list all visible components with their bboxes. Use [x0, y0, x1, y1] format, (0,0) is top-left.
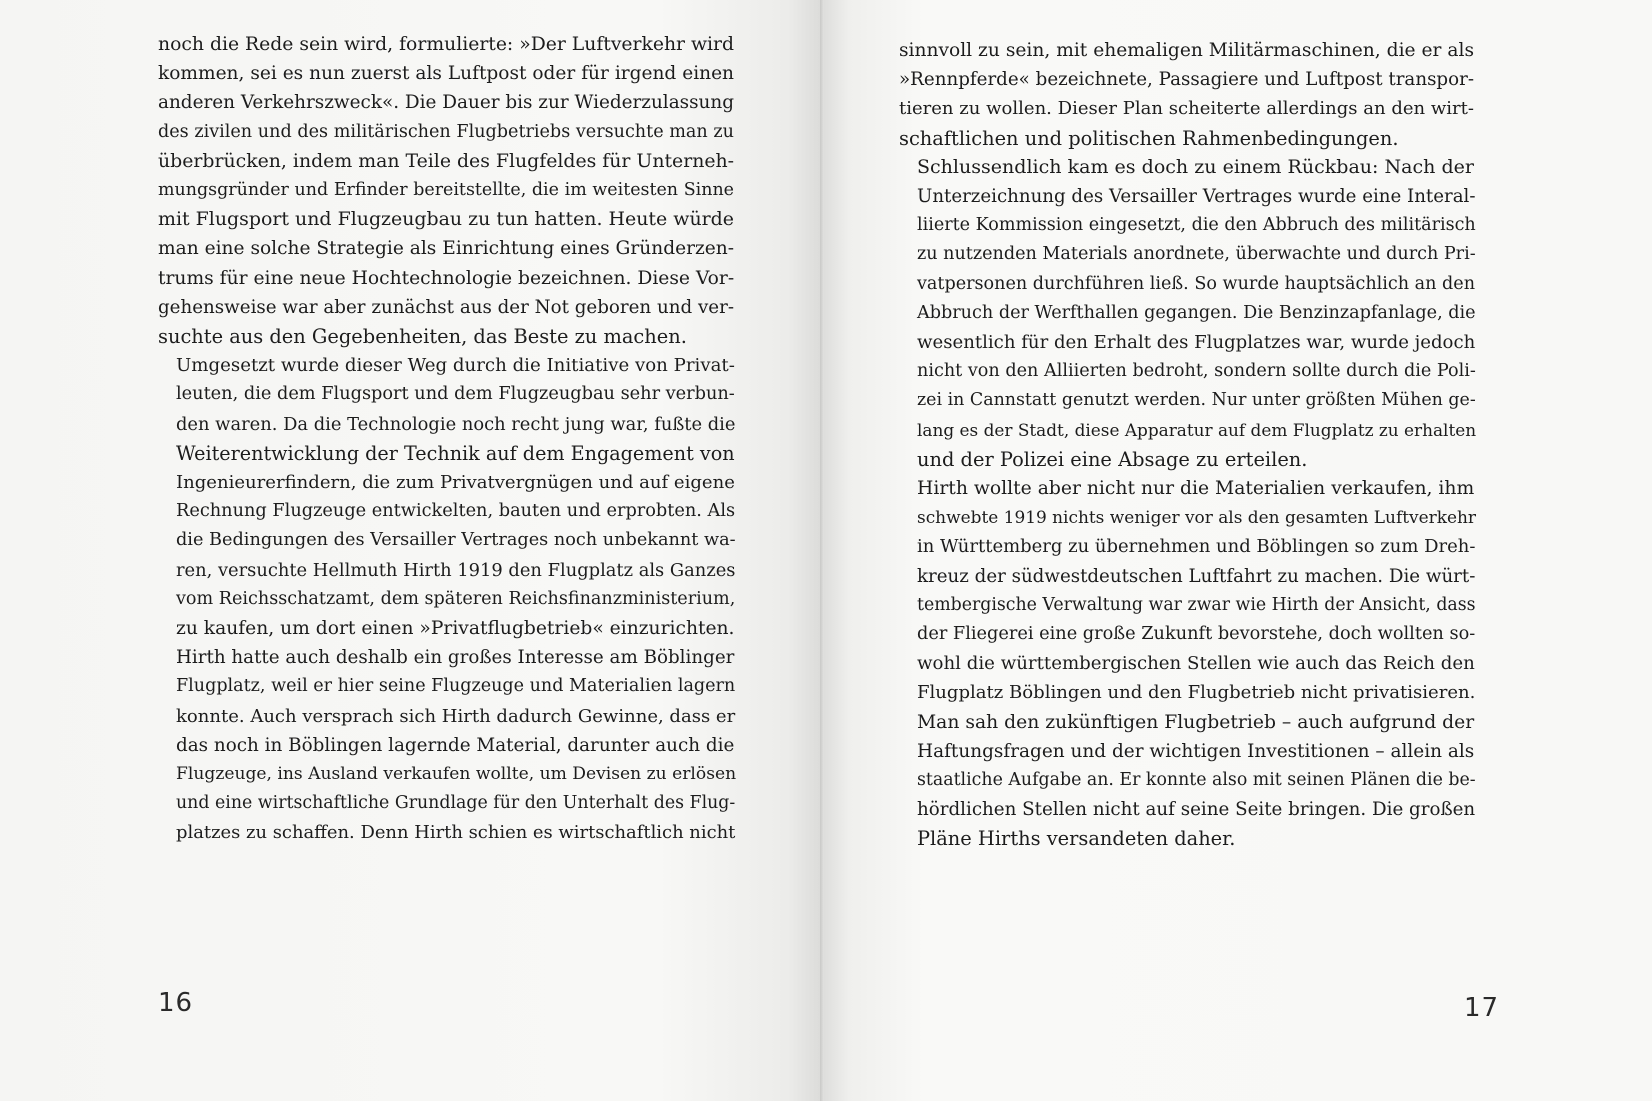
text-line: des zivilen und des militärischen Flugbetriebs versuchte man zu [158, 121, 734, 142]
paragraph [158, 351, 737, 847]
text-line: gehensweise war aber zunächst aus der Not geboren und ver- [158, 296, 734, 318]
text-line: konnte. Auch versprach sich Hirth dadurch Gewinne, dass er [176, 705, 736, 727]
left-page-text [158, 30, 737, 848]
text-line: Umgesetzt wurde dieser Weg durch die Initiative von Privat- [176, 355, 735, 377]
left-page-number: 16 [158, 988, 194, 1018]
paragraph [899, 474, 1474, 854]
text-line: Flugzeuge, ins Ausland verkaufen wollte, um Devisen zu erlösen [176, 764, 737, 785]
right-page-number: 17 [1464, 993, 1500, 1023]
text-line: Hirth wollte aber nicht nur die Materialien verkaufen, ihm [917, 478, 1475, 500]
text-line: Flugplatz, weil er hier seine Flugzeuge und Materialien lagern [176, 676, 736, 697]
text-line: in Württemberg zu übernehmen und Böblingen so zum Dreh- [917, 536, 1476, 558]
text-line: das noch in Böblingen lagernde Material, darunter auch die [176, 734, 735, 756]
text-line: der Fliegerei eine große Zukunft bevorstehe, doch wollten so- [917, 624, 1476, 645]
left-page [0, 0, 820, 1101]
text-line: nicht von den Alliierten bedroht, sondern sollte durch die Poli- [917, 361, 1476, 382]
text-line: Flugplatz Böblingen und den Flugbetrieb nicht privatisieren. [917, 682, 1476, 704]
text-line: Hirth hatte auch deshalb ein großes Interesse am Böblinger [176, 647, 735, 669]
text-line: vatpersonen durchführen ließ. So wurde hauptsächlich an den [917, 273, 1476, 294]
text-line: man eine solche Strategie als Einrichtung eines Gründerzen- [158, 238, 734, 260]
paragraph [899, 153, 1477, 474]
text-line: den waren. Da die Technologie noch recht jung war, fußte die [176, 413, 736, 435]
text-line: schwebte 1919 nichts weniger vor als den gesamten Luftverkehr [917, 507, 1476, 528]
text-line: Abbruch der Werfthallen gegangen. Die Benzinzapfanlage, die [917, 302, 1476, 323]
text-line: sinnvoll zu sein, mit ehemaligen Militärmaschinen, die er als [899, 40, 1474, 61]
text-line: zu kaufen, um dort einen »Privatflugbetrieb« einzurichten. [176, 618, 735, 640]
text-line: die Bedingungen des Versailler Vertrages noch unbekannt wa- [176, 530, 736, 551]
text-line: Man sah den zukünftigen Flugbetrieb – auch aufgrund der [917, 711, 1475, 733]
text-line: anderen Verkehrszweck«. Die Dauer bis zur Wiederzulassung [158, 92, 734, 114]
text-line: ren, versuchte Hellmuth Hirth 1919 den Flugplatz als Ganzes [176, 559, 736, 581]
text-line: liierte Kommission eingesetzt, die den Abbruch des militärisch [917, 215, 1476, 236]
text-line: Schlussendlich kam es doch zu einem Rückbau: Nach der [917, 155, 1474, 178]
text-line: staatliche Aufgabe an. Er konnte also mit seinen Plänen die be- [917, 770, 1476, 791]
text-line: zu nutzenden Materials anordnete, überwachte und durch Pri- [917, 244, 1476, 265]
text-line: mit Flugsport und Flugzeugbau zu tun hatten. Heute würde [158, 208, 734, 231]
paragraph [158, 30, 734, 351]
text-line: Ingenieurerfindern, die zum Privatvergnügen und auf eigene [176, 472, 735, 494]
text-line: zei in Cannstatt genutzt werden. Nur unter größten Mühen ge- [917, 390, 1476, 411]
text-line: und der Polizei eine Absage zu erteilen. [917, 447, 1308, 471]
right-page-text [899, 36, 1477, 854]
text-line: platzes zu schaffen. Denn Hirth schien es wirtschaftlich nicht [176, 822, 736, 844]
text-line: wesentlich für den Erhalt des Flugplatzes war, wurde jedoch [917, 332, 1476, 354]
text-line: hördlichen Stellen nicht auf seine Seite bringen. Die großen [917, 799, 1476, 821]
text-line: leuten, die dem Flugsport und dem Flugzeugbau sehr verbun- [176, 384, 735, 405]
text-line: mungsgründer und Erfinder bereitstellte, die im weitesten Sinne [158, 180, 734, 201]
text-line: überbrücken, indem man Teile des Flugfeldes für Unterneh- [158, 149, 735, 172]
text-line: kommen, sei es nun zuerst als Luftpost oder für irgend einen [158, 63, 734, 85]
text-line: tieren zu wollen. Dieser Plan scheiterte allerdings an den wirt- [899, 98, 1474, 120]
text-line: Weiterentwicklung der Technik auf dem Engagement von [176, 441, 735, 465]
right-page [824, 0, 1652, 1101]
text-line: Pläne Hirths versandeten daher. [917, 827, 1236, 851]
text-line: lang es der Stadt, diese Apparatur auf dem Flugplatz zu erhalten [917, 419, 1477, 440]
text-line: wohl die württembergischen Stellen wie auch das Reich den [917, 653, 1475, 675]
text-line: noch die Rede sein wird, formulierte: »Der Luftverkehr wird [158, 34, 735, 55]
text-line: kreuz der südwestdeutschen Luftfahrt zu machen. Die würt- [917, 565, 1476, 587]
paragraph [899, 36, 1474, 153]
text-line: Rechnung Flugzeuge entwickelten, bauten und erprobten. Als [176, 501, 736, 522]
text-line: tembergische Verwaltung war zwar wie Hirth der Ansicht, dass [917, 594, 1476, 615]
text-line: Unterzeichnung des Versailler Vertrages wurde eine Interal- [917, 186, 1476, 208]
text-line: schaftlichen und politischen Rahmenbedingungen. [899, 126, 1399, 150]
text-line: und eine wirtschaftliche Grundlage für den Unterhalt des Flug- [176, 793, 736, 814]
text-line: »Rennpferde« bezeichnete, Passagiere und Luftpost transpor- [899, 69, 1474, 91]
text-line: trums für eine neue Hochtechnologie bezeichnen. Diese Vor- [158, 267, 735, 289]
text-line: suchte aus den Gegebenheiten, das Beste zu machen. [158, 325, 687, 349]
text-line: Haftungsfragen und der wichtigen Investitionen – allein als [917, 740, 1475, 762]
text-line: vom Reichsschatzamt, dem späteren Reichsfinanzministerium, [176, 588, 736, 609]
